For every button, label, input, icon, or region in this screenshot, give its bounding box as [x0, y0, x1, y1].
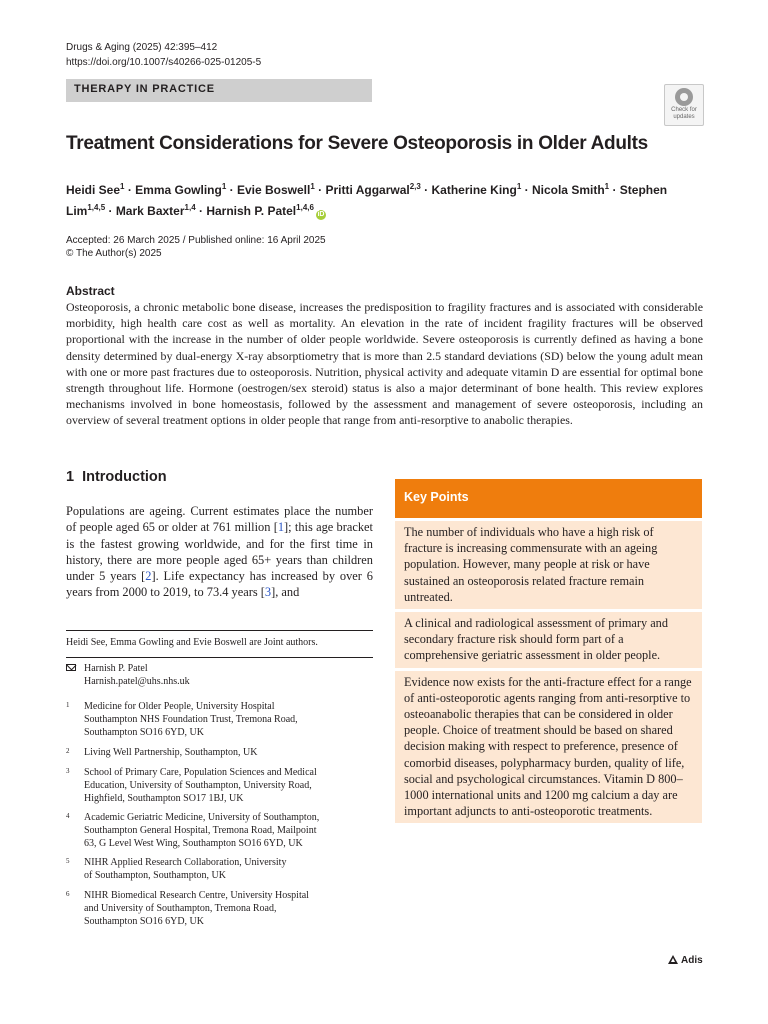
abstract-heading: Abstract	[66, 284, 115, 298]
corresponding-author-name: Harnish P. Patel	[84, 663, 148, 674]
author[interactable]: Pritti Aggarwal$^{2,3}$	[325, 182, 421, 197]
key-points-box	[395, 479, 702, 823]
adis-logo-icon	[668, 955, 678, 964]
affiliation: 1 Medicine for Older People, University Hospital Southampton NHS Foundation Trust, Tremona Road, Southampton SO16 6YD, UK	[66, 701, 298, 738]
affiliation: 3 School of Primary Care, Population Sciences and Medical Education, University of Southampton, University Road, Highfield, Southampton SO17 1BJ, UK	[66, 767, 317, 804]
affiliation: 5 NIHR Applied Research Collaboration, University of Southampton, Southampton, UK	[66, 857, 287, 881]
affiliation: 6 NIHR Biomedical Research Centre, University Hospital and University of Southampton, Tremona Road, Southampton SO16 6YD, UK	[66, 890, 309, 927]
abstract-text: Osteoporosis, a chronic metabolic bone disease, increases the predisposition to fragility fractures and is associated with considerable morbidity, high health care cost as well as mortality. An elevation in the rate of incident fragility fractures will be observed proportional with the increase in the number of older people worldwide. Severe osteoporosis is currently defined as having a bone density determined by dual-energy X-ray absorptiometry that is more than 2.5 standard deviations (SD) below the young adult mean with one or more past fractures due to osteoporosis. Nutrition, physical activity and adequate vitamin D are essential for optimal bone strength throughout life. Hormone (oestrogen/sex steroid) status is also a major determinant of bone health. This review explores mechanisms involved in bone homeostasis, followed by the assessment and management of severe osteoporosis, including an overview of several treatment options in older people that range from anti-resorptive to anabolic therapies.	[66, 300, 703, 428]
author[interactable]: Emma Gowling$^1$	[135, 182, 227, 197]
key-point-item: Evidence now exists for the anti-fracture effect for a range of anti-osteoporotic agents ranging from anti-resorptive to osteoanabolic therapies that can be considered in older people. Choice of treatment should be based on shared decision making with respect to preference, presence of comorbid diseases, polypharmacy burden, quality of life, social and psychological circumstances. Vitamin D 800–1000 international units and 1200 mg calcium a day are important adjuncts to anti-osteoporotic treatments.	[395, 671, 702, 824]
affiliation: 4 Academic Geriatric Medicine, University of Southampton, Southampton General Hospital, Tremona Road, Mailpoint 63, G Level West Wing, Southampton SO16 6YD, UK	[66, 812, 320, 849]
author[interactable]: Katherine King$^1$	[431, 182, 522, 197]
key-point-item: A clinical and radiological assessment of primary and secondary fracture risk should form part of a comprehensive geriatric assessment in older people.	[395, 612, 702, 668]
section-heading-introduction	[66, 469, 167, 485]
author[interactable]: Stephen Lim$^{1,4,5}$	[66, 183, 668, 218]
publisher-name: Adis	[681, 955, 703, 966]
accepted-published-line: Accepted: 26 March 2025 / Published online: 16 April 2025	[66, 235, 326, 246]
article-title: Treatment Considerations for Severe Osteoporosis in Older Adults	[66, 133, 648, 154]
author[interactable]: Evie Boswell$^1$	[236, 182, 315, 197]
correspondence	[66, 662, 373, 688]
author[interactable]: Nicola Smith$^1$	[531, 182, 610, 197]
check-for-updates-badge[interactable]	[664, 84, 704, 126]
publication-dates	[66, 234, 326, 260]
joint-authors-note: Heidi See, Emma Gowling and Evie Boswell are Joint authors.	[66, 637, 318, 648]
footnote-divider	[66, 657, 373, 658]
section-number: 1	[66, 469, 75, 485]
introduction-paragraph: Populations are ageing. Current estimates place the number of people aged 65 or older at 761 million [1]; this age bracket is the fastest growing worldwide, and for the first time in history, there are more people aged 65+ years than children under 5 years [2]. Life expectancy has increased by over 6 years from 2000 to 2019, to 73.4 years [3], and	[66, 504, 373, 600]
author[interactable]: Harnish P. Patel$^{1,4,6}$	[206, 203, 314, 218]
publisher-logo	[668, 955, 703, 966]
journal-header	[66, 40, 261, 70]
citation-link[interactable]: 1	[277, 520, 285, 535]
section-title: Introduction	[82, 469, 167, 485]
author[interactable]: Mark Baxter$^{1,4}$	[115, 203, 196, 218]
citation-link[interactable]: 3	[264, 585, 272, 600]
article-type-banner: THERAPY IN PRACTICE	[66, 79, 372, 102]
key-points-heading: Key Points	[395, 479, 702, 518]
envelope-icon	[66, 664, 76, 671]
footnote-divider	[66, 630, 373, 631]
key-point-item: The number of individuals who have a high risk of fracture is increasing commensurate with an ageing population. However, many people at risk or have sustained an osteoporosis related fracture remain untreated.	[395, 521, 702, 609]
journal-citation: Drugs & Aging (2025) 42:395–412	[66, 42, 218, 53]
author-list: Heidi See$^1$ · Emma Gowling$^1$ · Evie Boswell$^1$ · Pritti Aggarwal$^{2,3}$ · Katherine King$^1$ · Nicola Smith$^1$ · Stephen Lim$^{1,4,5}$ · Mark Baxter$^{1,4}$ · Harnish P. Patel$^{1,4,6}$iD	[66, 182, 668, 218]
affiliation: 2 Living Well Partnership, Southampton, UK	[66, 747, 258, 758]
orcid-icon[interactable]: iD	[317, 211, 325, 218]
badge-line-1: Check for	[671, 107, 697, 113]
badge-line-2: updates	[673, 114, 695, 120]
doi-link[interactable]: https://doi.org/10.1007/s40266-025-01205-5	[66, 57, 262, 68]
copyright-line: © The Author(s) 2025	[66, 248, 162, 259]
corresponding-author-email[interactable]: Harnish.patel@uhs.nhs.uk	[84, 676, 190, 687]
citation-link[interactable]: 2	[145, 569, 152, 584]
author[interactable]: Heidi See$^1$	[66, 182, 125, 197]
refresh-icon	[675, 88, 693, 106]
